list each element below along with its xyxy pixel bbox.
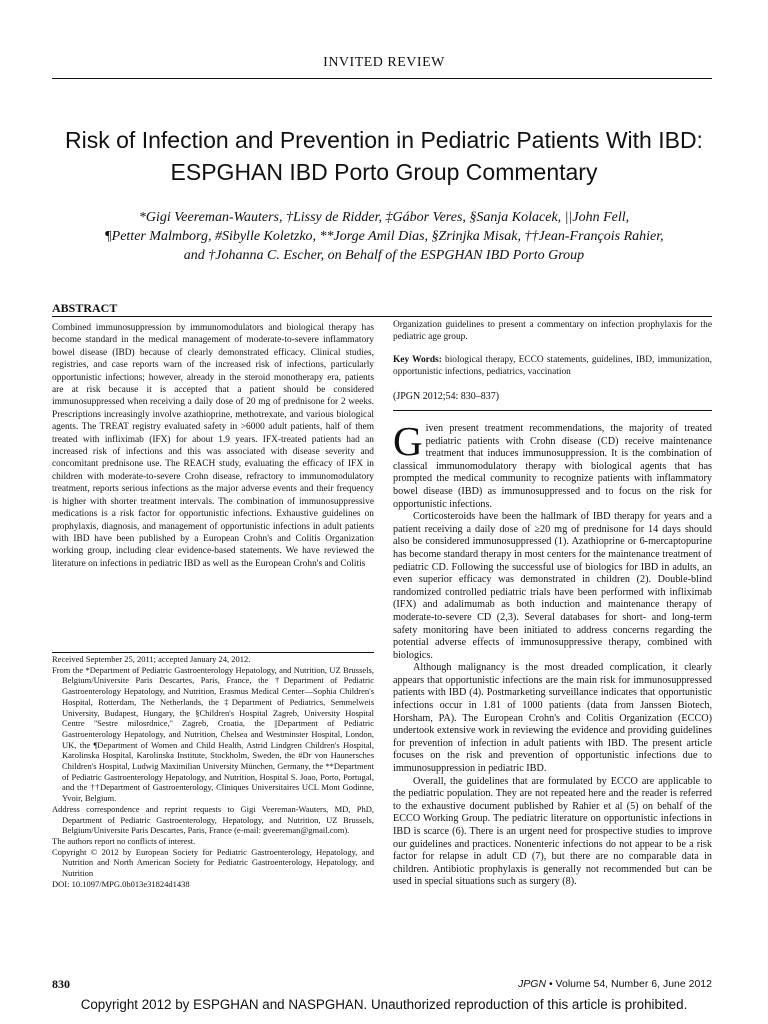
body-paragraph-text: iven present treatment recommendations, the majority of treated pediatric patients with Crohn disease (CD) receive maintenance treatment that induces immunosuppression. It is the combination of classical immunomodulatory therapy with biological agents that has prompted the medical community to recognize patients with inflammatory bowel disease (IBD) as immunosuppressed and to focus on the risk for opportunistic infections. xyxy=(393,423,712,510)
section-divider xyxy=(52,78,712,79)
footnotes xyxy=(52,654,374,889)
author-line-2: ¶Petter Malmborg, #Sibylle Koletzko, **Jorge Amil Dias, §Zrinjka Misak, ††Jean-François Rahier, xyxy=(104,229,664,244)
correspondence: Address correspondence and reprint requests to Gigi Veereman-Wauters, MD, PhD, Department of Pediatric Gastroenterology, Hepatology, and Nutrition, UZ Brussels, Belgium/Universite Paris Descartes, Paris, France (e-mail: gveereman@gmail.com). xyxy=(52,803,374,836)
author-line-1: *Gigi Veereman-Wauters, †Lissy de Ridder, ‡Gábor Veres, §Sanja Kolacek, ||John Fell, xyxy=(138,210,630,225)
abstract-continuation-block xyxy=(393,319,712,413)
journal-name: JPGN xyxy=(518,978,547,990)
abstract-divider xyxy=(52,316,712,317)
article-body xyxy=(393,418,712,889)
body-divider xyxy=(393,410,712,411)
journal-details: • Volume 54, Number 6, June 2012 xyxy=(546,978,712,990)
body-paragraph: Although malignancy is the most dreaded complication, it clearly appears that opportunistic infections are the main risk for immunosuppressed patients with IBD (4). Postmarketing surveillance indicates that opportunistic infections occur in 1.81 of 1000 patients (data from Janssen Biotech, Horsham, PA). The European Crohn's and Colitis Organization (ECCO) undertook extensive work in reviewing the evidence and providing guidelines for prevention of infection in adult patients with IBD. The present article focuses on the risk and prevention of opportunistic infections due to immunosuppression in pediatric IBD. xyxy=(393,662,712,775)
conflicts-statement: The authors report no conflicts of interest. xyxy=(52,835,196,846)
footnote-divider xyxy=(52,652,374,653)
author-list xyxy=(50,208,718,265)
page-number: 830 xyxy=(52,977,70,991)
affiliations: From the *Department of Pediatric Gastroenterology Hepatology, and Nutrition, UZ Brussels, Belgium/Universite Paris Descartes, Paris, France, the †Department of Pediatric Gastroenterology Hepatology, and Nutrition, Erasmus Medical Center—Sophia Children's Hospital, Rotterdam, The Netherlands, the ‡Department of Pediatrics, Semmelweis University, Budapest, Hungary, the §Children's Hospital Zagreb, University Hospital Centre ''Sestre milosrdnice,'' Zagreb, Croatia, the ||Department of Pediatric Gastroenterology Hepatology, and Nutrition, Chelsea and Westminster Hospital, London, UK, the ¶Department of Women and Child Health, Astrid Lindgren Children's Hospital, Karolinska Hospital, Karolinska Institute, Stockholm, Sweden, the #Dr von Haunersches Children's Hospital, Ludwig Maximilian University München, Germany, the **Department of Pediatric Gastroenterology Hepatology, and Nutrition, Hospital S. Joao, Porto, Portugal, and the ††Department of Gastroenterology, Cliniques Universitaires UCL Mont Godinne, Yvoir, Belgium. xyxy=(52,664,374,804)
keywords-label: Key Words: xyxy=(393,354,442,365)
body-paragraph: Corticosteroids have been the hallmark of IBD therapy for years and a patient receiving a daily dose of ≥20 mg of prednisone for 14 days should also be considered immunosuppressed (1). Azathioprine or 6-mercaptopurine has become standard therapy in most centers for the maintenance treatment of pediatric CD. Following the successful use of biologics for IBD in adults, an even superior efficacy was demonstrated in children (2). Double-blind randomized controlled pediatric trials have been performed with infliximab (IFX) and adalimumab as both induction and maintenance therapy of moderate-to-severe CD (2,3). Several databases for short- and long-term safety monitoring have been initiated to address concerns regarding the potential adverse effects of immunosuppressive therapy, combined with biologics. xyxy=(393,511,712,661)
journal-info xyxy=(518,978,712,990)
copyright-banner: Copyright 2012 by ESPGHAN and NASPGHAN. Unauthorized reproduction of this article is prohibited. xyxy=(80,997,688,1012)
section-label: INVITED REVIEW xyxy=(323,55,445,70)
body-paragraph: Overall, the guidelines that are formulated by ECCO are applicable to the pediatric population. They are not repeated here and the reader is referred to the exhaustive document published by Rahier et al (5) on behalf of the ECCO Working Group. The pediatric literature on opportunistic infections in IBD is scarce (6). There is an urgent need for prospective studies to improve our guidelines and practices. Nonenteric infections do not appear to be a risk factor for relapse in adult CD (7), but there are no comparable data in children. Antibiotic prophylaxis is generally not recommended but can be used in special situations such as surgery (8). xyxy=(393,775,712,888)
abstract-continuation: Organization guidelines to present a commentary on infection prophylaxis for the pediatric age group. xyxy=(393,320,712,343)
keywords-text: biological therapy, ECCO statements, guidelines, IBD, immunization, opportunistic infections, pediatrics, vaccination xyxy=(393,354,713,378)
article-title: Risk of Infection and Prevention in Pediatric Patients With IBD: ESPGHAN IBD Porto Group Commentary xyxy=(65,127,703,185)
abstract-heading: ABSTRACT xyxy=(52,301,118,315)
body-paragraph xyxy=(393,418,712,511)
received-dates: Received September 25, 2011; accepted January 24, 2012. xyxy=(52,654,251,664)
drop-cap: G xyxy=(393,418,423,464)
keywords xyxy=(393,354,712,379)
abstract-text: Combined immunosuppression by immunomodulators and biological therapy has become standard in the medical management of moderate-to-severe inflammatory bowel disease (IBD) because of clearly demonstrated efficacy. Clinical studies, registries, and case reports warn of the increased risk of infections, particularly opportunistic infections; however, already in the steroid monotherapy era, patients are at risk because it is accepted that a patient should be considered immunosuppressed when receiving a daily dose of 20 mg of prednisone for 2 weeks. Prescriptions increasingly involve azathioprine, methotrexate, and various biological agents. The TREAT registry evaluated safety in >6000 adult patients, half of them treated with infliximab (IFX) for about 1.9 years. IFX-treated patients had an increased risk of infections and this was associated with disease severity and concomitant prednisone use. The REACH study, evaluating the efficacy of IFX in children with moderate-to-severe Crohn disease, refractory to immunomodulatory treatment, reports serious infections as the major adverse events and their frequency is higher with shorter treatment intervals. The combination of immunosuppressive medications is a risk factor for opportunistic infections. Exhaustive guidelines on prophylaxis, diagnosis, and management of opportunistic infections in adult patients with IBD have been published by a European Crohn's and Colitis Organization working group, including clear evidence-based statements. We have reviewed the literature on infections in pediatric IBD as well as the European Crohn's and Colitis xyxy=(52,323,374,569)
copyright-notice: Copyright © 2012 by European Society for Pediatric Gastroenterology, Hepatology, and Nutrition and North American Society for Pediatric Gastroenterology, Hepatology, and Nutrition xyxy=(52,846,374,879)
author-line-3: and †Johanna C. Escher, on Behalf of the ESPGHAN IBD Porto Group xyxy=(183,248,585,263)
citation: (JPGN 2012;54: 830–837) xyxy=(393,390,500,402)
doi: DOI: 10.1097/MPG.0b013e31824d1438 xyxy=(52,878,190,889)
